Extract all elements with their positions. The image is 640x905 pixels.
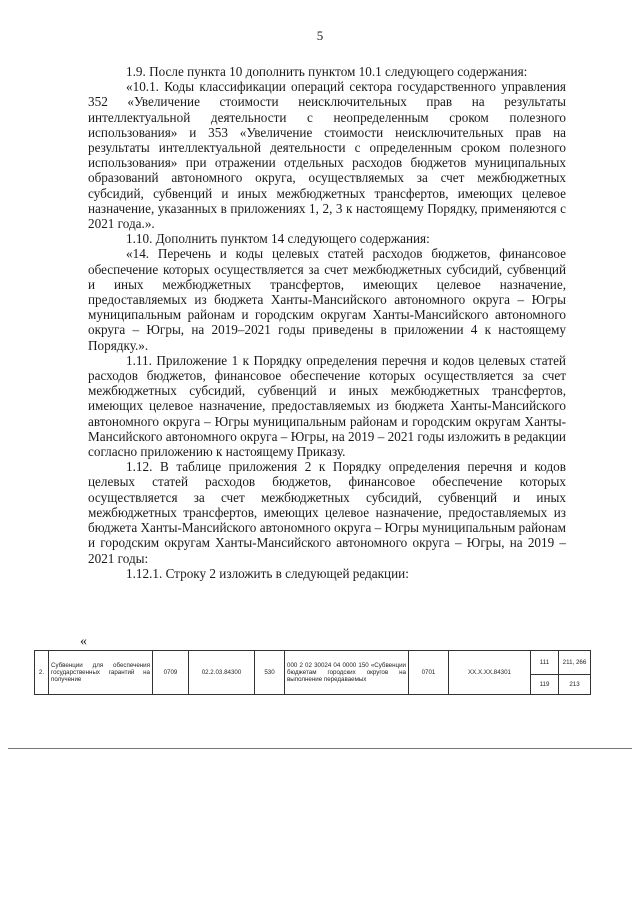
appendix-table-row: [34, 650, 591, 695]
table-cell-kosgu-a: 119: [531, 675, 559, 695]
paragraph-1-12: 1.12. В таблице приложения 2 к Порядку определения перечня и кодов целевых статей расходов бюджетов, финансовое обеспечение которых осуществляется за счет межбюджетных субсидий, субвенций и иных межбюджетных трансфертов, имеющих целевое назначение, предоставляемых из бюджета Ханты-Мансийского автономного округа – Югры муниципальным районам и городским округам Ханты-Мансийского автономного округа – Югры, на 2019 – 2021 годы:: [88, 459, 566, 566]
table-cell-income-code: 000 2 02 30024 04 0000 150 «Субвенции бюджетам городских округов на выполнение передаваемых: [285, 651, 409, 695]
document-body: [88, 64, 566, 581]
paragraph-1-12-1: 1.12.1. Строку 2 изложить в следующей редакции:: [126, 565, 409, 581]
divider: [8, 748, 632, 749]
table-cell-kosgu-b: 211, 266: [559, 651, 591, 675]
table-cell-kosgu-a: 111: [531, 651, 559, 675]
table-cell-row-number: 2.: [35, 651, 49, 695]
paragraph-1-11: 1.11. Приложение 1 к Порядку определения перечня и кодов целевых статей расходов бюджетов, финансовое обеспечение которых осуществляется за счет межбюджетных субсидий, субвенций и иных межбюджетных трансфертов, имеющих целевое назначение, предоставляемых из бюджета Ханты-Мансийского автономного округа – Югры муниципальным районам и городским округам Ханты-Мансийского автономного округа – Югры, на 2019 – 2021 годы изложить в редакции согласно приложению к настоящему Приказу.: [88, 352, 566, 460]
paragraph-1-10: 1.10. Дополнить пунктом 14 следующего содержания:: [126, 231, 430, 247]
table-cell-expense-type: 530: [255, 651, 285, 695]
opening-quote: «: [80, 634, 87, 649]
table-cell-mask: ХХ.Х.ХХ.84301: [449, 651, 531, 695]
table-cell-kosgu-b: 213: [559, 675, 591, 695]
paragraph-1-9: 1.9. После пункта 10 дополнить пунктом 10.1 следующего содержания:: [126, 64, 528, 79]
page-number: 5: [316, 28, 324, 43]
table-cell-name: Субвенции для обеспечения государственных гарантий на получение: [49, 651, 153, 695]
paragraph-14: «14. Перечень и коды целевых статей расходов бюджетов, финансовое обеспечение которых осуществляется за счет межбюджетных субсидий, субвенций и иных межбюджетных трансфертов, имеющих целевое назначение, предоставляемых из бюджета Ханты-Мансийского автономного округа – Югры муниципальным районам и городским округам Ханты-Мансийского автономного округа – Югры, на 2019–2021 годы приведены в приложении 4 к настоящему Порядку.».: [88, 246, 566, 353]
paragraph-10-1: «10.1. Коды классификации операций сектора государственного управления 352 «Увеличение стоимости неисключительных прав на результаты интеллектуальной деятельности с неопределенным сроком полезного использования» и 353 «Увеличение стоимости неисключительных прав на результаты интеллектуальной деятельности с определенным сроком полезного использования» при отражении отдельных расходов бюджетов муниципальных образований автономного округа, осуществляемых за счет межбюджетных субсидий, субвенций и иных межбюджетных трансфертов, имеющих целевое назначение, указанных в приложениях 1, 2, 3 к настоящему Порядку, применяются с 2021 года.».: [88, 79, 566, 232]
table-cell-section-code: 0709: [153, 651, 189, 695]
table-cell-section-code-2: 0701: [409, 651, 449, 695]
table-cell-target-article: 02.2.03.84300: [189, 651, 255, 695]
